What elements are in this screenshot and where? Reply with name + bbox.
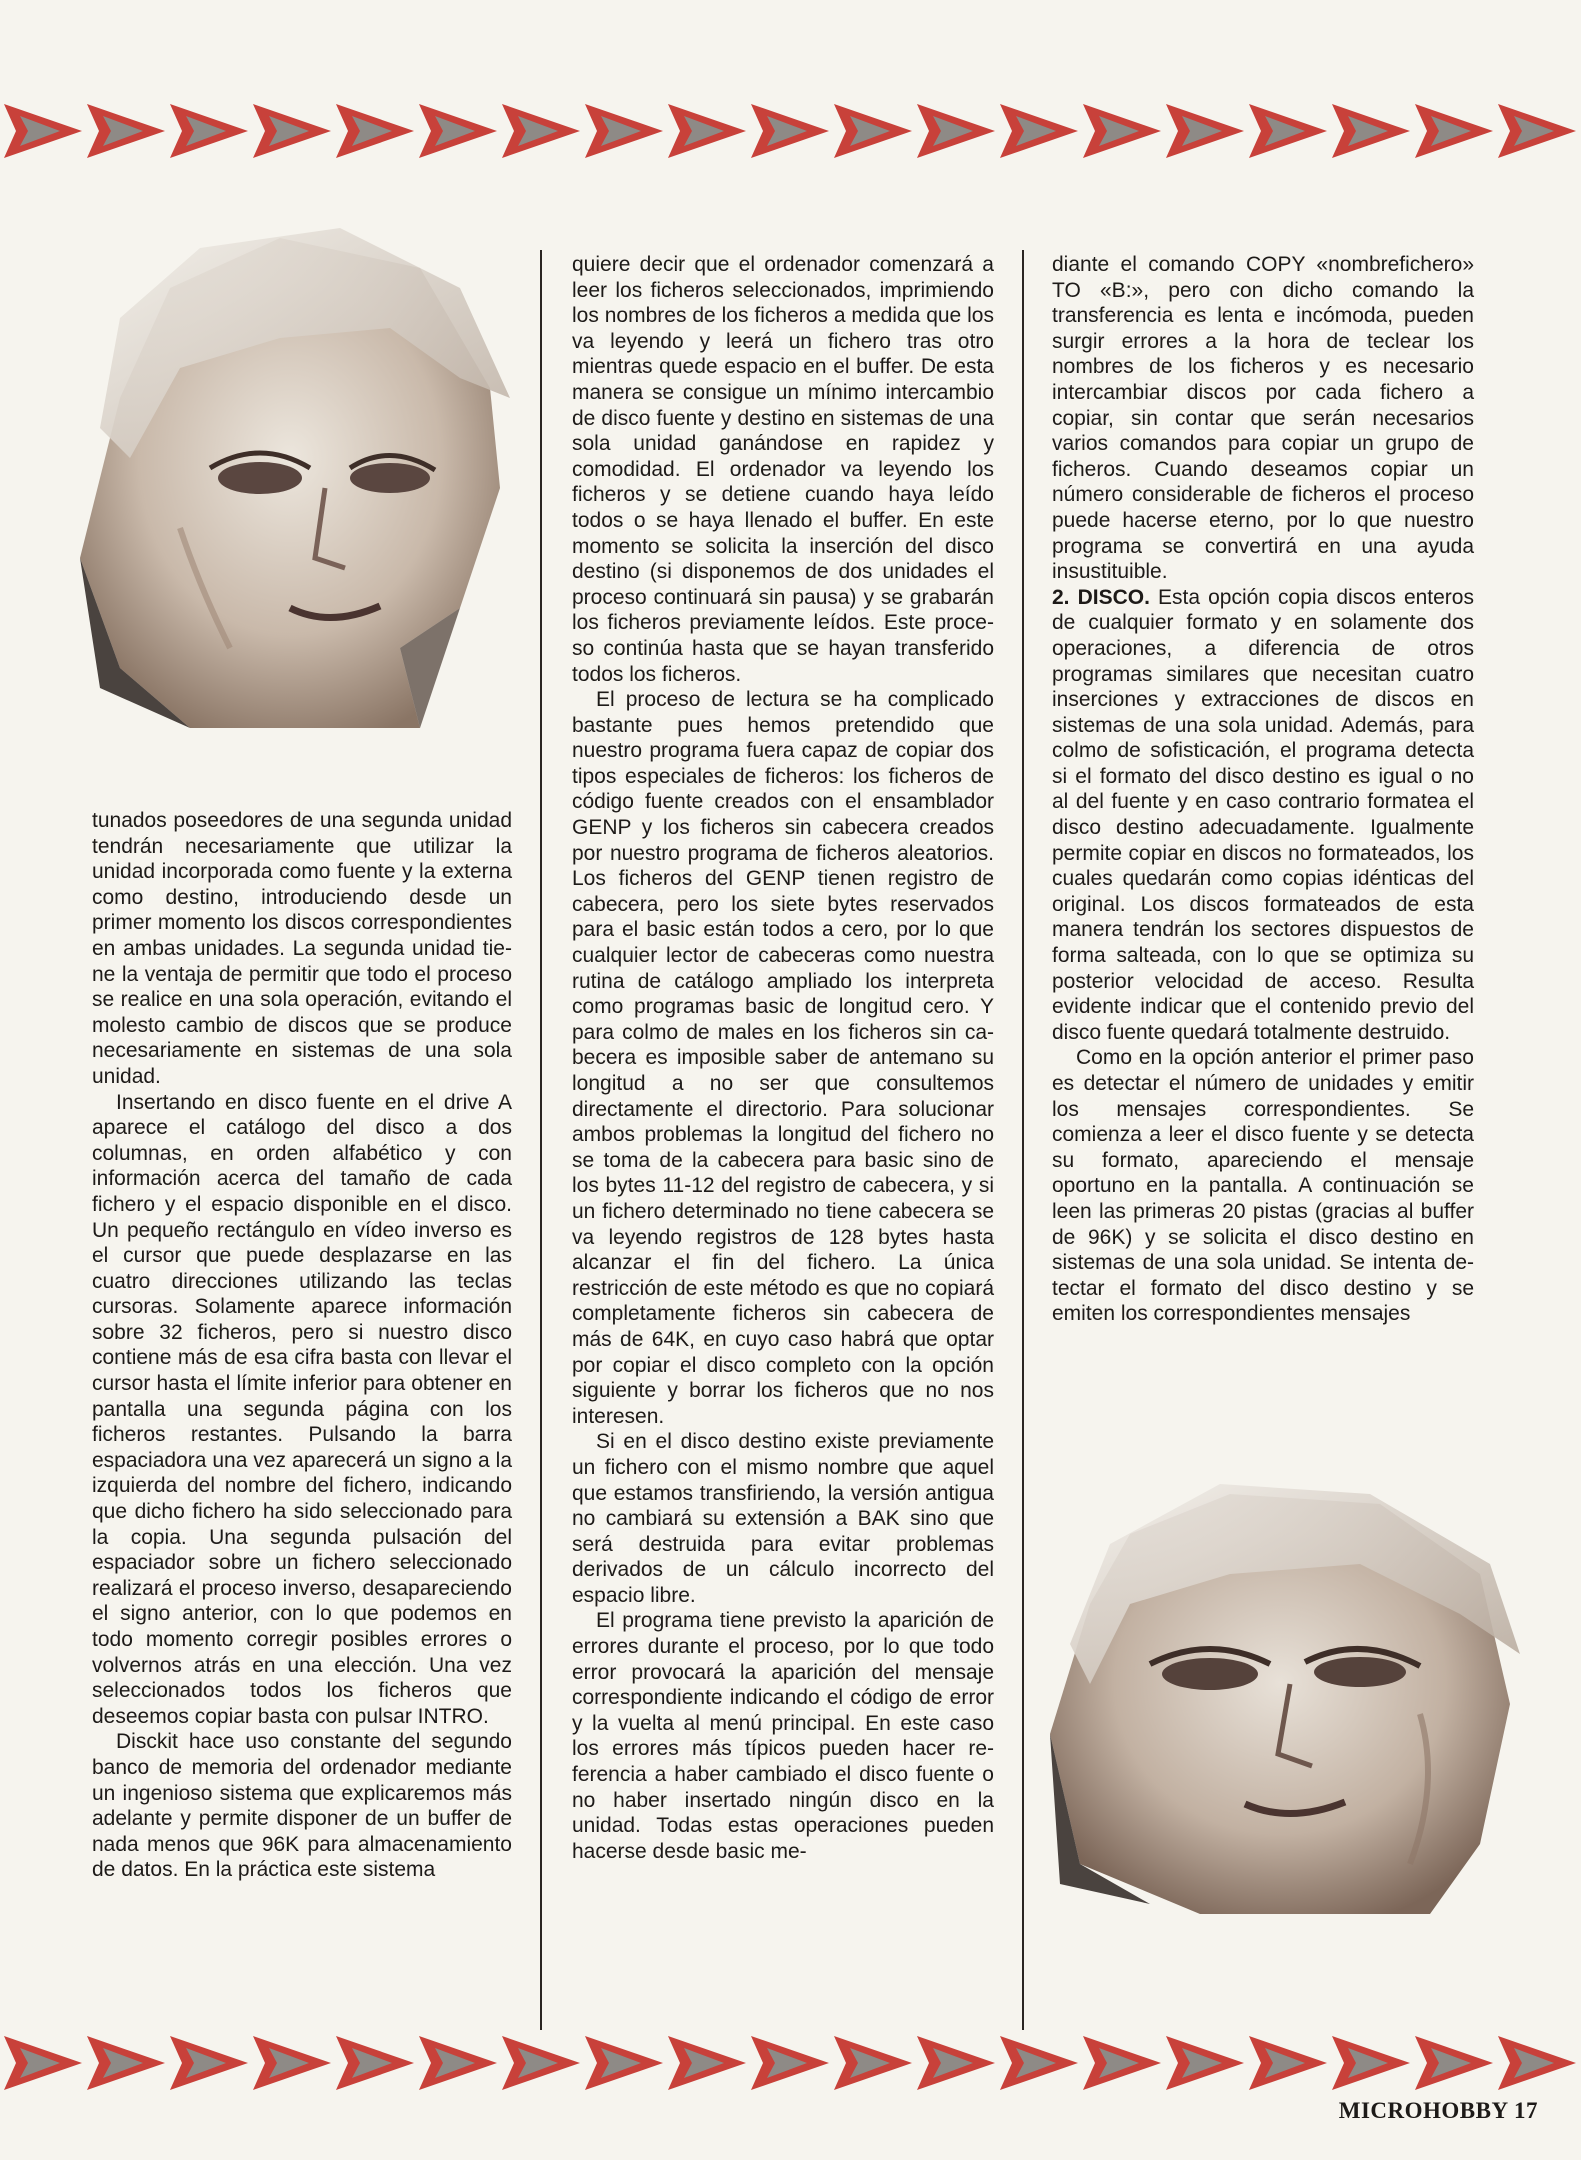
arrow-right-icon	[336, 2036, 414, 2090]
arrow-right-icon	[751, 2036, 829, 2090]
column-rule	[1022, 250, 1024, 2030]
magazine-name: MICROHOBBY	[1338, 2098, 1508, 2123]
arrow-right-icon	[419, 2036, 497, 2090]
article-column-2	[572, 252, 994, 2020]
arrow-right-icon	[1332, 2036, 1410, 2090]
article-column-1	[92, 808, 512, 2020]
column-rule	[540, 250, 542, 2030]
arrow-right-icon	[834, 104, 912, 158]
arrow-right-icon	[1000, 104, 1078, 158]
arrow-right-icon	[4, 104, 82, 158]
arrow-right-icon	[751, 104, 829, 158]
arrow-right-icon	[253, 104, 331, 158]
arrow-right-icon	[1249, 104, 1327, 158]
portrait-illustration-icon	[1040, 1484, 1530, 1924]
paragraph: El proceso de lectura se ha complicado bastante pues hemos pretendido que nuestro programa fuera capaz de copiar dos tipos especiales de ficheros: los ficheros de código fuente creados con el ensamblador GENP y los ficheros sin cabecera creados por nuestro programa de ficheros aleatorios. Los ficheros del GENP tienen registro de cabecera, pero los siete bytes reservados para el basic están todos a cero, por lo que cualquier lector de cabeceras como nuestra rutina de catálogo ampliado los interpreta como programas basic de longitud cero. Y para colmo de males en los ficheros sin cabecera es imposible saber de antemano su longitud a no ser que consultemos directamente el directorio. Para solucionar ambos problemas la longitud del fichero no se toma de la cabecera para basic sino de los bytes 11-12 del registro de cabecera, y si un fichero determinado no tiene cabecera se va leyendo registros de 128 bytes hasta alcanzar el fin del fichero. La única restricción de este método es que no copiará completamente ficheros sin cabecera de más de 64K, en cuyo caso habrá que optar por copiar el disco completo con la opción siguiente y borrar los ficheros que no nos interesen.	[572, 688, 994, 1428]
paragraph: diante el comando COPY «nombrefichero» TO «B:», pero con dicho comando la transferencia es lenta e incómoda, pueden surgir errores a la hora de teclear los nombres de los ficheros y es necesario intercambiar discos por cada fichero a copiar, sin contar que serán necesarios varios comandos para copiar un grupo de ficheros. Cuando deseamos copiar un número considerable de ficheros el proceso puede hacerse eterno, por lo que nuestro programa se convertirá en una ayuda insustituible.	[1052, 253, 1474, 584]
arrow-right-icon	[1083, 2036, 1161, 2090]
arrow-right-icon	[1249, 2036, 1327, 2090]
arrow-right-icon	[502, 104, 580, 158]
arrow-right-icon	[917, 104, 995, 158]
arrow-right-icon	[170, 104, 248, 158]
portrait-illustration-icon	[60, 228, 530, 738]
arrow-right-icon	[502, 2036, 580, 2090]
paragraph: tunados poseedores de una segunda unidad tendrán necesariamente que utilizar la unidad incorporada como fuente y la externa como destino, introduciendo desde un primer momento los discos correspondientes en ambas unidades. La segunda unidad tiene la ventaja de permitir que todo el proceso se realice en una sola operación, evitando el molesto cambio de discos que se produce necesariamente en sistemas de una sola unidad.	[92, 809, 512, 1088]
paragraph: Si en el disco destino existe previamente un fichero con el mismo nombre que aquel que estamos transfiriendo, la versión antigua no cambiará su extensión a BAK sino que será destruida para evitar problemas derivados de un cálculo incorrecto del espacio libre.	[572, 1430, 994, 1607]
paragraph: quiere decir que el ordenador comenzará a leer los ficheros seleccionados, imprimiendo los nombres de los ficheros a medida que los va leyendo y leerá un fichero tras otro mientras quede espacio en el buffer. De esta manera se consigue un mínimo intercambio de disco fuente y destino en sistemas de una sola unidad ganándose en rapidez y comodidad. El ordenador va leyendo los ficheros y se detiene cuando haya leído todos o se haya llenado el buffer. En este momento se solicita la inserción del disco destino (si disponemos de dos unidades el proceso continuará sin pausa) y se grabarán los ficheros previamente leídos. Este proceso continúa hasta que se hayan transferido todos los ficheros.	[572, 253, 994, 686]
arrow-right-icon	[917, 2036, 995, 2090]
arrow-right-icon	[1498, 2036, 1576, 2090]
arrow-right-icon	[253, 2036, 331, 2090]
arrow-right-icon	[419, 104, 497, 158]
top-arrow-border	[0, 96, 1581, 166]
arrow-right-icon	[1083, 104, 1161, 158]
arrow-right-icon	[1498, 104, 1576, 158]
arrow-right-icon	[1332, 104, 1410, 158]
paragraph-disco	[1052, 585, 1474, 1046]
arrow-right-icon	[1000, 2036, 1078, 2090]
paragraph: El programa tiene previsto la aparición de errores durante el proceso, por lo que todo error provocará la aparición del mensaje correspondiente indicando el código de error y la vuelta al menú principal. En este caso los errores más típicos pueden hacer referencia a haber cambiado el disco fuente o no haber insertado ningún disco en la unidad. Todas estas operaciones pueden hacerse desde basic me-	[572, 1609, 994, 1863]
portrait-illustration-bottom-right	[1040, 1484, 1530, 1924]
arrow-right-icon	[668, 104, 746, 158]
arrow-right-icon	[668, 2036, 746, 2090]
paragraph: Como en la opción anterior el primer paso es detectar el número de unidades y emitir los mensajes correspondientes. Se comienza a leer el disco fuente y se detecta su formato, apareciendo el mensaje oportuno en la pantalla. A continuación se leen las primeras 20 pistas (gracias al buffer de 96K) y se solicita el disco destino en sistemas de una sola unidad. Se intenta detectar el formato del disco destino y se emiten los correspondientes mensajes	[1052, 1046, 1474, 1326]
paragraph: Disckit hace uso constante del segundo banco de memoria del ordenador mediante un ingenioso sistema que explicaremos más adelante y permite disponer de un buffer de nada menos que 96K para almacenamiento de datos. En la práctica este sistema	[92, 1730, 512, 1882]
arrow-right-icon	[834, 2036, 912, 2090]
arrow-right-icon	[585, 2036, 663, 2090]
arrow-right-icon	[170, 2036, 248, 2090]
page-number: 17	[1514, 2098, 1538, 2123]
arrow-right-icon	[87, 104, 165, 158]
page-footer	[1248, 2098, 1538, 2124]
paragraph-text: Esta opción copia discos enteros de cualquier formato y en solamente dos operaciones, a diferencia de otros programas similares que necesitan cuatro inserciones y extracciones de discos en sistemas de una sola unidad. Además, para colmo de sofisticación, el programa detecta si el formato del disco destino es igual o no al del fuente y en caso contrario formatea el disco destino adecuadamente. Igualmente permite copiar en discos no formateados, los cuales quedarán como copias idénticas del original. Los discos formateados de esta manera tendrán los sectores dispuestos de forma salteada, con lo que se optimiza su posterior velocidad de acceso. Resulta evidente indicar que el contenido previo del disco fuente quedará totalmente destruido.	[1052, 585, 1474, 1044]
arrow-right-icon	[1415, 2036, 1493, 2090]
arrow-right-icon	[1166, 104, 1244, 158]
paragraph: Insertando en disco fuente en el drive A aparece el catálogo del disco a dos columnas, en orden alfabético y con información acerca del tamaño de cada fichero y el espacio disponible en el disco. Un pequeño rectángulo en vídeo inverso es el cursor que puede desplazarse en las cuatro direcciones utilizando las teclas cursoras. Solamente aparece información sobre 32 ficheros, pero si nuestro disco contiene más de esa cifra basta con llevar el cursor hasta el límite inferior para obtener en pantalla una segunda página con los ficheros restantes. Pulsando la barra espaciadora una vez aparecerá un signo a la izquierda del nombre del fichero, indicando que dicho fichero ha sido seleccionado para la copia. Una segunda pulsación del espaciador sobre un fichero seleccionado realizará el proceso inverso, desapareciendo el signo anterior, con lo que podemos en todo momento corregir posibles errores o volvernos atrás en una elección. Una vez seleccionados todos los ficheros que deseemos copiar basta con pulsar INTRO.	[92, 1090, 512, 1728]
arrow-right-icon	[87, 2036, 165, 2090]
section-heading-disco: 2. DISCO.	[1052, 585, 1150, 609]
portrait-illustration-top-left	[60, 228, 530, 738]
article-column-3	[1052, 252, 1474, 1326]
arrow-right-icon	[1415, 104, 1493, 158]
bottom-arrow-border	[0, 2028, 1581, 2098]
arrow-right-icon	[4, 2036, 82, 2090]
arrow-right-icon	[585, 104, 663, 158]
arrow-right-icon	[1166, 2036, 1244, 2090]
arrow-right-icon	[336, 104, 414, 158]
